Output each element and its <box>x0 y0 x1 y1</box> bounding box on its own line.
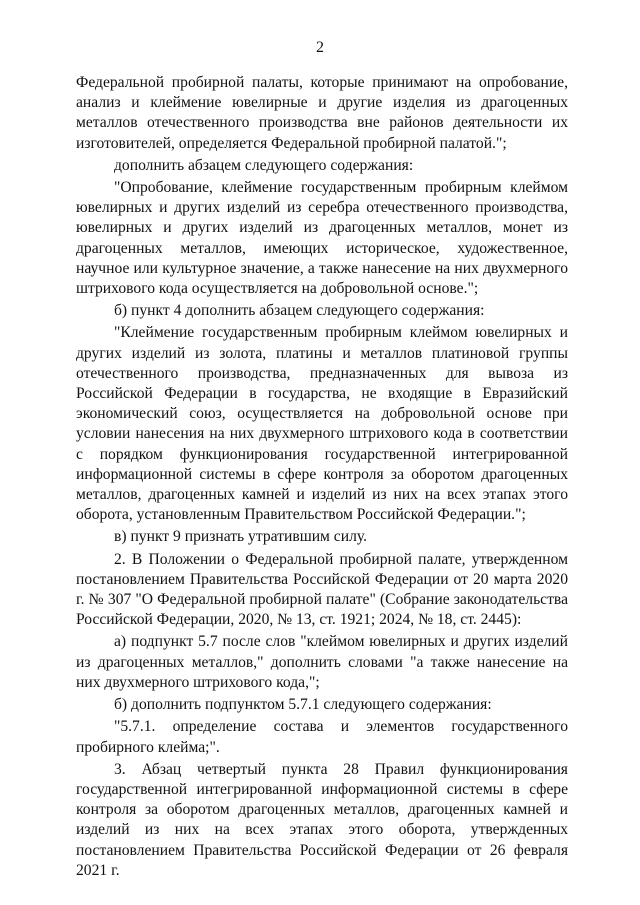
paragraph-item-a: а) подпункт 5.7 после слов "клеймом ювелирных и других изделий из драгоценных металлов," дополнить словами "а также нанесение на них двухмерного штрихового кода,"; <box>76 633 568 691</box>
paragraph-quote-assay: "Опробование, клеймение государственным пробирным клеймом ювелирных и других изделий из серебра отечественного производства, ювелирных и других изделий из драгоценных металлов, монет из драгоценных металлов, имеющих историческое, художественное, научное или культурное значение, а также нанесение на них двухмерного штрихового кода осуществляется на добровольной основе."; <box>76 179 568 298</box>
page-number: 2 <box>316 39 324 56</box>
paragraph-section-3: 3. Абзац четвертый пункта 28 Правил функционирования государственной интегрированной информационной системы в сфере контроля за оборотом драгоценных металлов, драгоценных камней и изделий из них на всех этапах этого оборота, утвержденных постановлением Правительства Российской Федерации от 26 февраля 2021 г. <box>76 760 568 879</box>
paragraph-item-b-2: б) дополнить подпунктом 5.7.1 следующего содержания: <box>114 696 492 714</box>
document-body <box>76 73 568 881</box>
paragraph-instruction: дополнить абзацем следующего содержания: <box>114 156 414 174</box>
paragraph-continuation: Федеральной пробирной палаты, которые принимают на опробование, анализ и клеймение ювелирные и другие изделия из драгоценных металлов отечественного производства вне районов деятельности их изготовителей, определяется Федеральной пробирной палатой."; <box>76 74 568 152</box>
paragraph-item-v: в) пункт 9 признать утратившим силу. <box>114 528 367 546</box>
paragraph-item-b: б) пункт 4 дополнить абзацем следующего содержания: <box>114 302 485 320</box>
paragraph-quote-marking: "Клеймение государственным пробирным клеймом ювелирных и других изделий из золота, платины и металлов платиновой группы отечественного производства, предназначенных для вывоза из Российской Федерации в государства, не входящие в Евразийский экономический союз, осуществляется на добровольной основе при условии нанесения на них двухмерного штрихового кода в соответствии с порядком функционирования государственной интегрированной информационной системы в сфере контроля за оборотом драгоценных металлов, драгоценных камней и изделий из них на всех этапах этого оборота, установленным Правительством Российской Федерации."; <box>76 324 568 524</box>
paragraph-quote-5-7-1: "5.7.1. определение состава и элементов государственного пробирного клейма;". <box>76 718 568 756</box>
paragraph-section-2: 2. В Положении о Федеральной пробирной палате, утвержденном постановлением Правительства Российской Федерации от 20 марта 2020 г. № 307 "О Федеральной пробирной палате" (Собрание законодательства Российской Федерации, 2020, № 13, ст. 1921; 2024, № 18, ст. 2445): <box>76 550 568 629</box>
